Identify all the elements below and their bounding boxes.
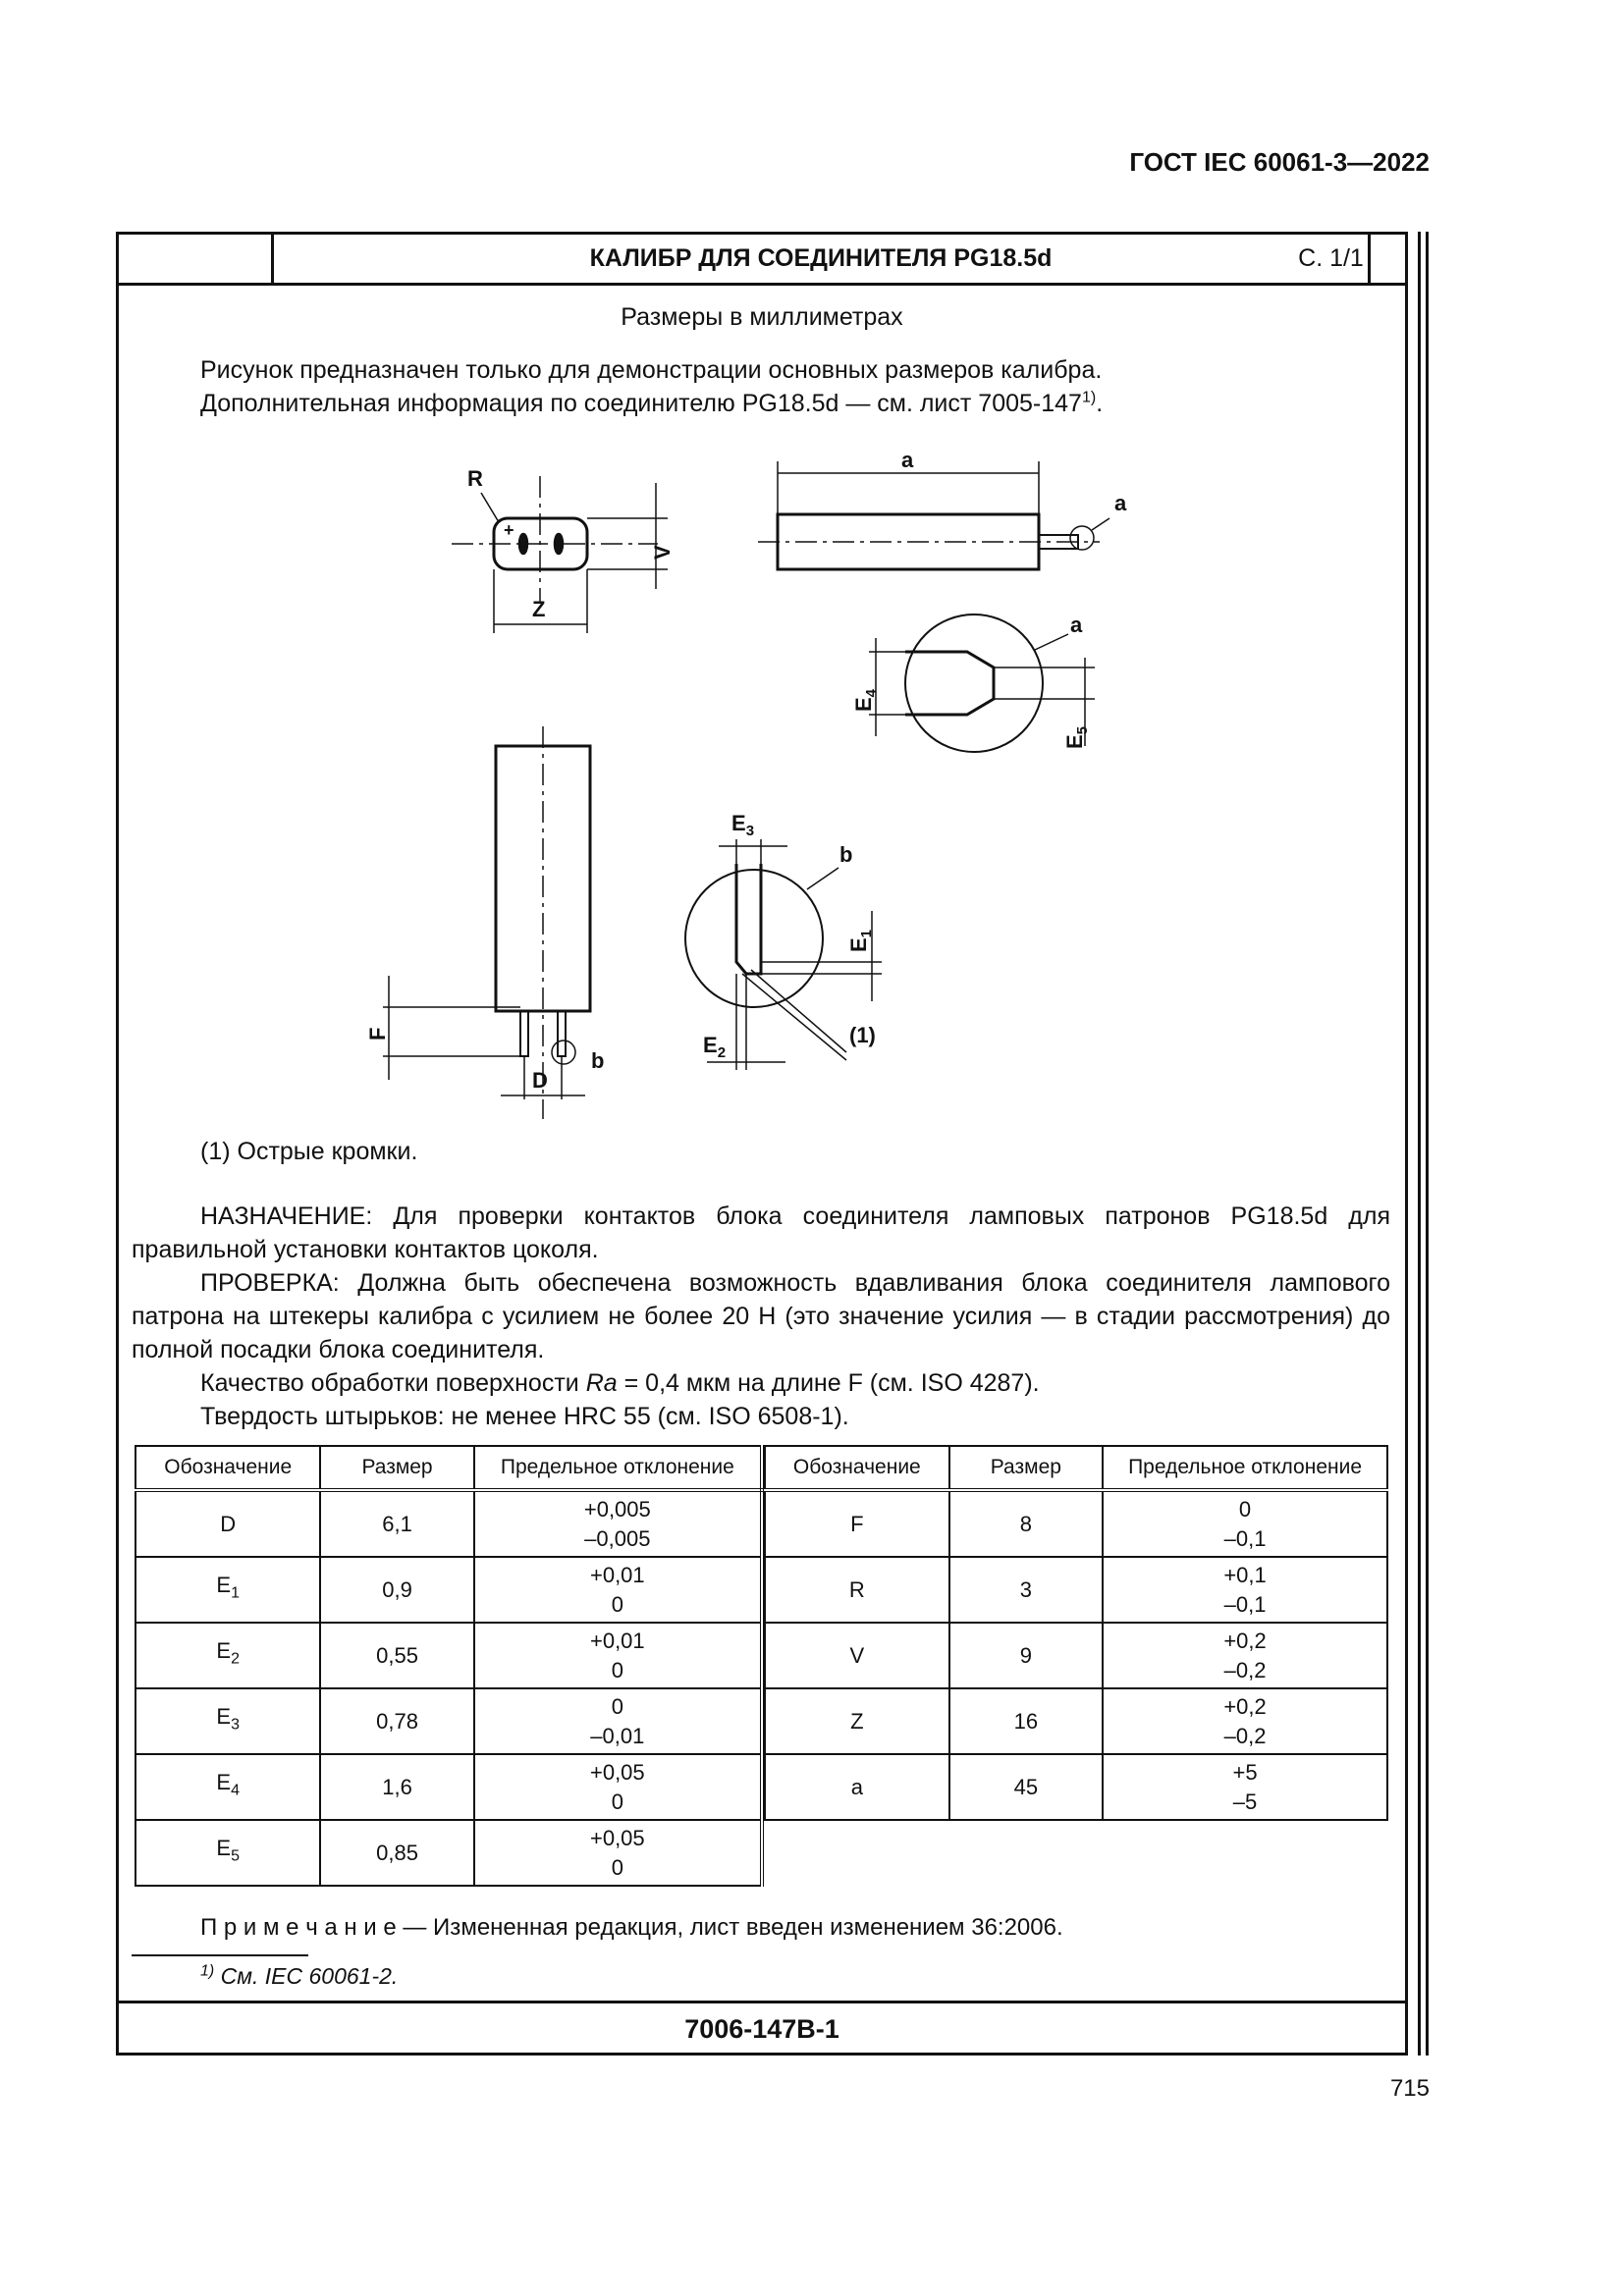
cell-size: 16 xyxy=(949,1688,1103,1754)
intro-line-2-end: . xyxy=(1096,390,1104,417)
cell-tolerance: +0,01 0 xyxy=(474,1623,762,1688)
detail-a-pin xyxy=(905,652,994,715)
cell-size: 3 xyxy=(949,1557,1103,1623)
detail-circle-a xyxy=(1070,526,1094,550)
cell-tolerance: +0,05 0 xyxy=(474,1820,762,1886)
table-row xyxy=(765,1754,1387,1820)
cell-tolerance: +5 –5 xyxy=(1103,1754,1387,1820)
table-row xyxy=(765,1490,1387,1557)
dim-label-Z: Z xyxy=(532,597,546,621)
dim-label-E4: $E_4$ xyxy=(851,688,880,712)
pin-front-left xyxy=(520,1011,528,1056)
detail-a-group xyxy=(851,613,1095,752)
table-row xyxy=(135,1490,762,1557)
side-view-group xyxy=(758,448,1127,569)
col-header-symbol: Обозначение xyxy=(135,1446,320,1490)
detail-b-pin xyxy=(736,864,761,974)
footnote-text: См. IEC 60061-2. xyxy=(214,1963,399,1989)
footer-divider xyxy=(119,2001,1405,2003)
cell-symbol: $E_4$ xyxy=(135,1754,320,1820)
table-row xyxy=(765,1623,1387,1688)
cell-size: 0,55 xyxy=(320,1623,473,1688)
plus-sign: + xyxy=(504,520,514,540)
dim-label-F: F xyxy=(365,1027,390,1041)
sheet-title: КАЛИБР ДЛЯ СОЕДИНИТЕЛЯ PG18.5d xyxy=(589,244,1053,272)
leader-detail-b xyxy=(807,868,839,889)
cell-size: 9 xyxy=(949,1623,1103,1688)
standard-header: ГОСТ IEC 60061-3—2022 xyxy=(1129,147,1430,177)
dim-label-E2: $E_2$ xyxy=(703,1033,727,1061)
cell-size: 1,6 xyxy=(320,1754,473,1820)
dim-label-a: a xyxy=(901,448,914,472)
leader-sharp-1 xyxy=(751,970,846,1052)
dim-label-R: R xyxy=(467,466,483,491)
footnote-mark: 1) xyxy=(200,1962,215,1980)
sharp-edges-note: (1) Острые кромки. xyxy=(200,1138,418,1165)
dim-label-E5: $E_5$ xyxy=(1062,725,1091,749)
table-header-row xyxy=(135,1446,762,1490)
pin-front-right xyxy=(558,1011,566,1056)
cell-size: 8 xyxy=(949,1490,1103,1557)
sheet-code: 7006-147B-1 xyxy=(684,2014,839,2044)
cell-symbol: $E_2$ xyxy=(135,1623,320,1688)
label-detail-b: b xyxy=(839,842,853,867)
top-view-group xyxy=(452,466,675,633)
cell-symbol: $E_1$ xyxy=(135,1557,320,1623)
sheet-title-row xyxy=(119,235,1405,286)
cell-size: 45 xyxy=(949,1754,1103,1820)
dim-label-E3: $E_3$ xyxy=(731,811,755,839)
leader-a xyxy=(1092,518,1109,530)
footnote-ref: 1) xyxy=(1081,389,1097,406)
table-row xyxy=(765,1557,1387,1623)
cell-symbol: D xyxy=(135,1490,320,1557)
cell-tolerance: 0 –0,1 xyxy=(1103,1490,1387,1557)
table-row xyxy=(765,1688,1387,1754)
detail-circle-b xyxy=(552,1041,575,1064)
ra-symbol: Ra xyxy=(585,1369,618,1397)
dimensions-table-left xyxy=(135,1445,764,1887)
footnote xyxy=(200,1963,398,1990)
label-sharp-edges: (1) xyxy=(849,1023,876,1047)
cell-size: 0,9 xyxy=(320,1557,473,1623)
cell-symbol: R xyxy=(765,1557,949,1623)
leader-R xyxy=(481,493,499,522)
cell-tolerance: 0 –0,01 xyxy=(474,1688,762,1754)
cell-tolerance: +0,005 –0,005 xyxy=(474,1490,762,1557)
cell-symbol: $E_5$ xyxy=(135,1820,320,1886)
cell-symbol: F xyxy=(765,1490,949,1557)
intro-line-2 xyxy=(200,387,1103,420)
cell-symbol: V xyxy=(765,1623,949,1688)
table-row xyxy=(135,1557,762,1623)
cell-tolerance: +0,2 –0,2 xyxy=(1103,1688,1387,1754)
cell-size: 0,78 xyxy=(320,1688,473,1754)
col-header-symbol: Обозначение xyxy=(765,1446,949,1490)
quality-prefix: Качество обработки поверхности xyxy=(200,1369,586,1397)
hardness-line: Твердость штырьков: не менее HRC 55 (см. ISO 6508-1). xyxy=(200,1403,849,1430)
cell-tolerance: +0,05 0 xyxy=(474,1754,762,1820)
dimensions-table-right xyxy=(764,1445,1388,1821)
dim-label-V: V xyxy=(650,545,675,560)
gauge-drawing xyxy=(334,432,1217,1119)
label-b: b xyxy=(591,1048,605,1073)
cell-size: 6,1 xyxy=(320,1490,473,1557)
purpose-paragraph: НАЗНАЧЕНИЕ: Для проверки контактов блока соединителя ламповых патронов PG18.5d для правильной установки контактов цоколя. xyxy=(132,1202,1390,1263)
page-number: 715 xyxy=(1389,2075,1430,2102)
table-row xyxy=(135,1688,762,1754)
footnote-separator xyxy=(132,1954,308,1956)
cell-symbol: Z xyxy=(765,1688,949,1754)
intro-line-1: Рисунок предназначен только для демонстрации основных размеров калибра. xyxy=(200,356,1103,384)
table-row xyxy=(135,1820,762,1886)
col-header-size: Размер xyxy=(949,1446,1103,1490)
detail-b-circle xyxy=(685,870,823,1007)
col-header-tolerance: Предельное отклонение xyxy=(474,1446,762,1490)
detail-a-circle xyxy=(905,614,1043,752)
col-header-size: Размер xyxy=(320,1446,473,1490)
col-header-tolerance: Предельное отклонение xyxy=(1103,1446,1387,1490)
front-view-group xyxy=(365,726,604,1119)
units-note: Размеры в миллиметрах xyxy=(621,303,903,331)
leader-detail-a xyxy=(1035,634,1068,650)
pin-section-left xyxy=(519,534,527,554)
cell-size: 0,85 xyxy=(320,1820,473,1886)
pin-section-right xyxy=(555,534,563,554)
label-a: a xyxy=(1114,491,1127,515)
table-row xyxy=(135,1754,762,1820)
cell-symbol: $E_3$ xyxy=(135,1688,320,1754)
frame-edge-line xyxy=(1418,232,1421,2056)
surface-quality-line xyxy=(200,1366,1040,1400)
cell-tolerance: +0,2 –0,2 xyxy=(1103,1623,1387,1688)
sheet-page-label: С. 1/1 xyxy=(1298,244,1364,272)
sheet-title-cell xyxy=(271,235,1371,283)
quality-suffix: = 0,4 мкм на длине F (см. ISO 4287). xyxy=(617,1369,1040,1397)
dim-label-E1: $E_1$ xyxy=(846,929,875,952)
cell-symbol: a xyxy=(765,1754,949,1820)
leader-sharp-2 xyxy=(742,974,846,1060)
remark-note: П р и м е ч а н и е — Измененная редакция, лист введен изменением 36:2006. xyxy=(200,1914,1063,1941)
label-detail-a: a xyxy=(1070,613,1083,637)
cell-tolerance: +0,1 –0,1 xyxy=(1103,1557,1387,1623)
table-row xyxy=(135,1623,762,1688)
dim-label-D: D xyxy=(532,1068,548,1093)
table-header-row xyxy=(765,1446,1387,1490)
check-paragraph: ПРОВЕРКА: Должна быть обеспечена возможность вдавливания блока соединителя лампового патрона на штекеры калибра с усилием не более 20 Н (это значение усилия — в стадии рассмотрения) до полной посадки блока соединителя. xyxy=(132,1269,1390,1363)
intro-line-2-text: Дополнительная информация по соединителю PG18.5d — см. лист 7005-147 xyxy=(200,390,1082,417)
detail-b-group xyxy=(685,811,882,1070)
frame-edge-line xyxy=(1426,232,1429,2056)
cell-tolerance: +0,01 0 xyxy=(474,1557,762,1623)
